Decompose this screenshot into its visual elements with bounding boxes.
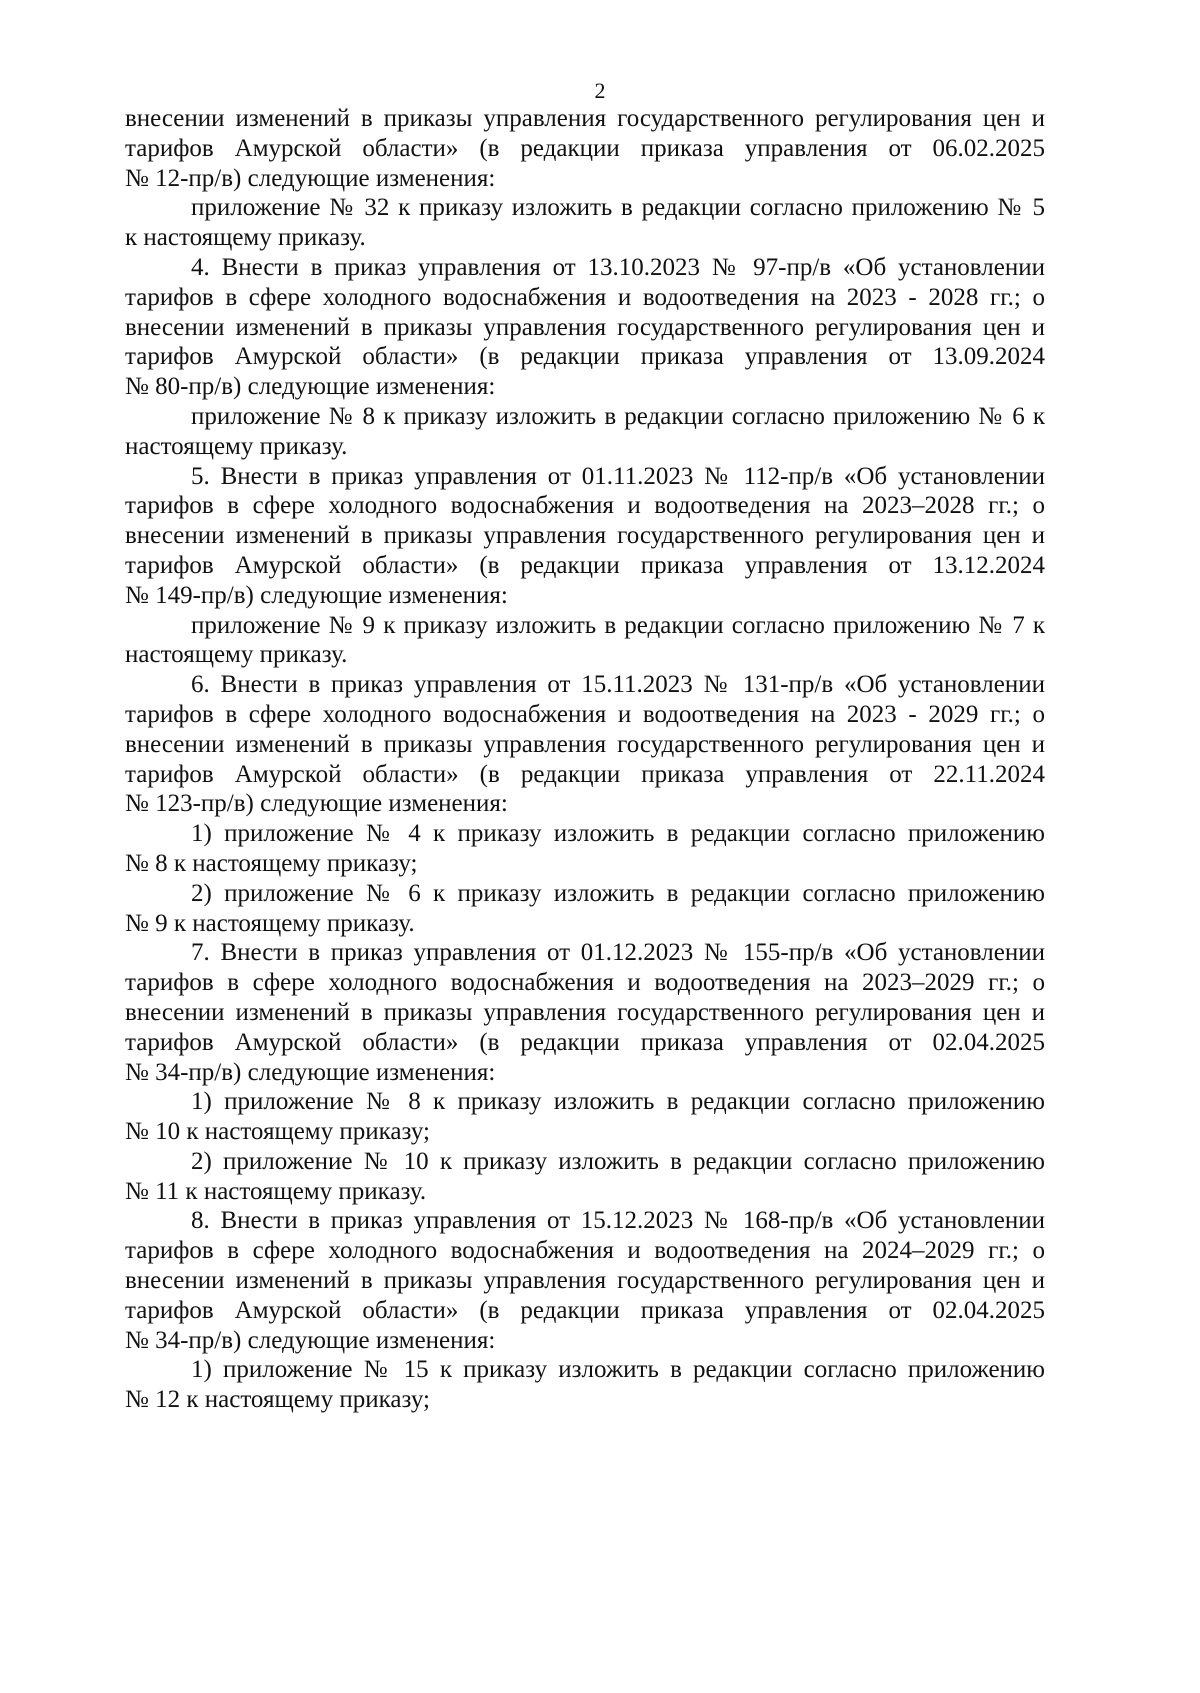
- text-line: 4. Внести в приказ управления от 13.10.2023 № 97-пр/в «Об установлении: [191, 253, 1045, 281]
- text-line: № 123-пр/в) следующие изменения:: [125, 790, 508, 818]
- text-line: 1) приложение № 4 к приказу изложить в редакции согласно приложению: [191, 820, 1045, 848]
- text-line: приложение № 9 к приказу изложить в редакции согласно приложению № 7 к: [191, 611, 1045, 639]
- text-line: настоящему приказу.: [125, 432, 348, 460]
- text-line: 8. Внести в приказ управления от 15.12.2023 № 168-пр/в «Об установлении: [191, 1207, 1045, 1235]
- text-line: тарифов Амурской области» (в редакции приказа управления от 13.12.2024: [125, 551, 1045, 579]
- text-line: № 10 к настоящему приказу;: [125, 1118, 430, 1146]
- text-line: тарифов Амурской области» (в редакции приказа управления от 02.04.2025: [125, 1028, 1045, 1056]
- text-line: тарифов в сфере холодного водоснабжения и водоотведения на 2023–2028 гг.; о: [125, 492, 1045, 520]
- text-line: внесении изменений в приказы управления государственного регулирования цен и: [125, 730, 1045, 758]
- text-line: тарифов в сфере холодного водоснабжения и водоотведения на 2024–2029 гг.; о: [125, 1237, 1045, 1265]
- page-number: 2: [594, 78, 606, 103]
- text-line: 2) приложение № 10 к приказу изложить в редакции согласно приложению: [191, 1147, 1045, 1175]
- text-line: № 80-пр/в) следующие изменения:: [125, 373, 496, 401]
- text-line: к настоящему приказу.: [125, 224, 366, 252]
- text-line: 5. Внести в приказ управления от 01.11.2023 № 112-пр/в «Об установлении: [191, 462, 1045, 490]
- text-line: тарифов в сфере холодного водоснабжения и водоотведения на 2023–2029 гг.; о: [125, 969, 1045, 997]
- text-line: № 34-пр/в) следующие изменения:: [125, 1326, 496, 1354]
- text-line: внесении изменений в приказы управления государственного регулирования цен и: [125, 105, 1045, 132]
- text-line: приложение № 8 к приказу изложить в редакции согласно приложению № 6 к: [191, 402, 1045, 430]
- text-line: внесении изменений в приказы управления государственного регулирования цен и: [125, 522, 1045, 550]
- text-line: тарифов Амурской области» (в редакции приказа управления от 22.11.2024: [125, 760, 1045, 788]
- text-line: 7. Внести в приказ управления от 01.12.2023 № 155-пр/в «Об установлении: [191, 939, 1045, 967]
- text-line: внесении изменений в приказы управления государственного регулирования цен и: [125, 998, 1045, 1026]
- text-line: 2) приложение № 6 к приказу изложить в редакции согласно приложению: [191, 879, 1045, 907]
- text-line: тарифов в сфере холодного водоснабжения и водоотведения на 2023 - 2028 гг.; о: [125, 283, 1045, 311]
- text-line: тарифов Амурской области» (в редакции приказа управления от 13.09.2024: [125, 343, 1045, 371]
- text-line: приложение № 32 к приказу изложить в редакции согласно приложению № 5: [191, 194, 1045, 222]
- text-line: № 11 к настоящему приказу.: [125, 1177, 427, 1205]
- text-line: 1) приложение № 15 к приказу изложить в редакции согласно приложению: [191, 1356, 1045, 1384]
- text-line: тарифов Амурской области» (в редакции приказа управления от 06.02.2025: [125, 134, 1045, 162]
- text-line: внесении изменений в приказы управления государственного регулирования цен и: [125, 1267, 1045, 1295]
- text-line: № 12-пр/в) следующие изменения:: [125, 164, 496, 192]
- text-line: № 8 к настоящему приказу;: [125, 849, 418, 877]
- text-line: № 12 к настоящему приказу;: [125, 1386, 430, 1414]
- text-line: № 9 к настоящему приказу.: [125, 909, 415, 937]
- text-line: внесении изменений в приказы управления государственного регулирования цен и: [125, 313, 1045, 341]
- document-body: [125, 104, 1045, 1415]
- text-line: № 149-пр/в) следующие изменения:: [125, 581, 508, 609]
- text-line: тарифов Амурской области» (в редакции приказа управления от 02.04.2025: [125, 1296, 1045, 1324]
- text-line: № 34-пр/в) следующие изменения:: [125, 1058, 496, 1086]
- text-line: 6. Внести в приказ управления от 15.11.2023 № 131-пр/в «Об установлении: [191, 671, 1045, 699]
- text-line: настоящему приказу.: [125, 641, 348, 669]
- text-line: 1) приложение № 8 к приказу изложить в редакции согласно приложению: [191, 1088, 1045, 1116]
- text-line: тарифов в сфере холодного водоснабжения и водоотведения на 2023 - 2029 гг.; о: [125, 700, 1045, 728]
